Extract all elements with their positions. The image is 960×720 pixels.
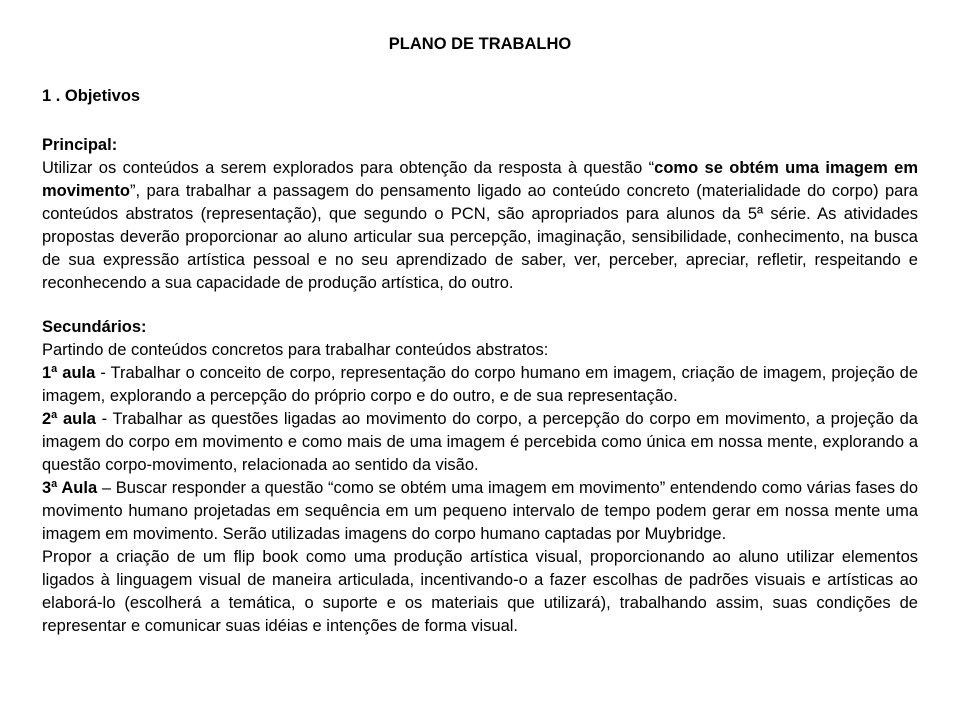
secundarios-heading: Secundários: — [42, 318, 147, 336]
flipbook-paragraph — [42, 546, 918, 638]
text-run: – Buscar responder a questão “como se obtém uma imagem em movimento” entendendo como várias fases do movimento humano projetadas em sequência em um pequeno intervalo de tempo podem gerar em nossa mente uma imagem em movimento. Serão utilizadas imagens do corpo humano captadas por Muybridge. — [42, 479, 918, 543]
text-run: Utilizar os conteúdos a serem explorados para obtenção da resposta à questão “ — [42, 159, 655, 177]
bold-text-run: 1ª aula — [42, 364, 96, 382]
secundarios-intro: Partindo de conteúdos concretos para trabalhar conteúdos abstratos: — [42, 341, 549, 359]
document-title: PLANO DE TRABALHO — [388, 35, 572, 53]
text-run: ”, para trabalhar a passagem do pensamento ligado ao conteúdo concreto (materialidade do corpo) para conteúdos abstratos (representação), que segundo o PCN, são apropriados para alunos da 5ª série. As atividades propostas deverão proporcionar ao aluno articular sua percepção, imaginação, sensibilidade, conhecimento, na busca de sua expressão artística pessoal e no seu aprendizado de saber, ver, perceber, apreciar, refletir, respeitando e reconhecendo a sua capacidade de produção artística, do outro. — [42, 182, 918, 292]
bold-text-run: 2ª aula — [42, 410, 96, 428]
principal-paragraph — [42, 157, 918, 295]
aula-3-paragraph — [42, 477, 918, 546]
text-run: - Trabalhar as questões ligadas ao movimento do corpo, a percepção do corpo em movimento, a projeção da imagem do corpo em movimento e como mais de uma imagem é percebida como única em nossa mente, explorando a questão corpo-movimento, relacionada ao sentido da visão. — [42, 410, 918, 474]
bold-text-run: 3ª Aula — [42, 479, 98, 497]
bold-text-run: como se obtém uma imagem em movimento — [42, 159, 918, 200]
objectives-heading: 1 . Objetivos — [42, 87, 141, 105]
text-run: Propor a criação de um flip book como uma produção artística visual, proporcionando ao aluno utilizar elementos ligados à linguagem visual de maneira articulada, incentivando-o a fazer escolhas de padrões visuais e artísticas ao elaborá-lo (escolherá a temática, o suporte e os materiais que utilizará), trabalhando assim, suas condições de representar e comunicar suas idéias e intenções de forma visual. — [42, 548, 918, 635]
aula-2-paragraph — [42, 408, 918, 477]
text-run: - Trabalhar o conceito de corpo, representação do corpo humano em imagem, criação de imagem, projeção de imagem, explorando a percepção do próprio corpo e do outro, e de sua representação. — [42, 364, 918, 405]
aula-1-paragraph — [42, 362, 918, 408]
principal-heading: Principal: — [42, 136, 118, 154]
